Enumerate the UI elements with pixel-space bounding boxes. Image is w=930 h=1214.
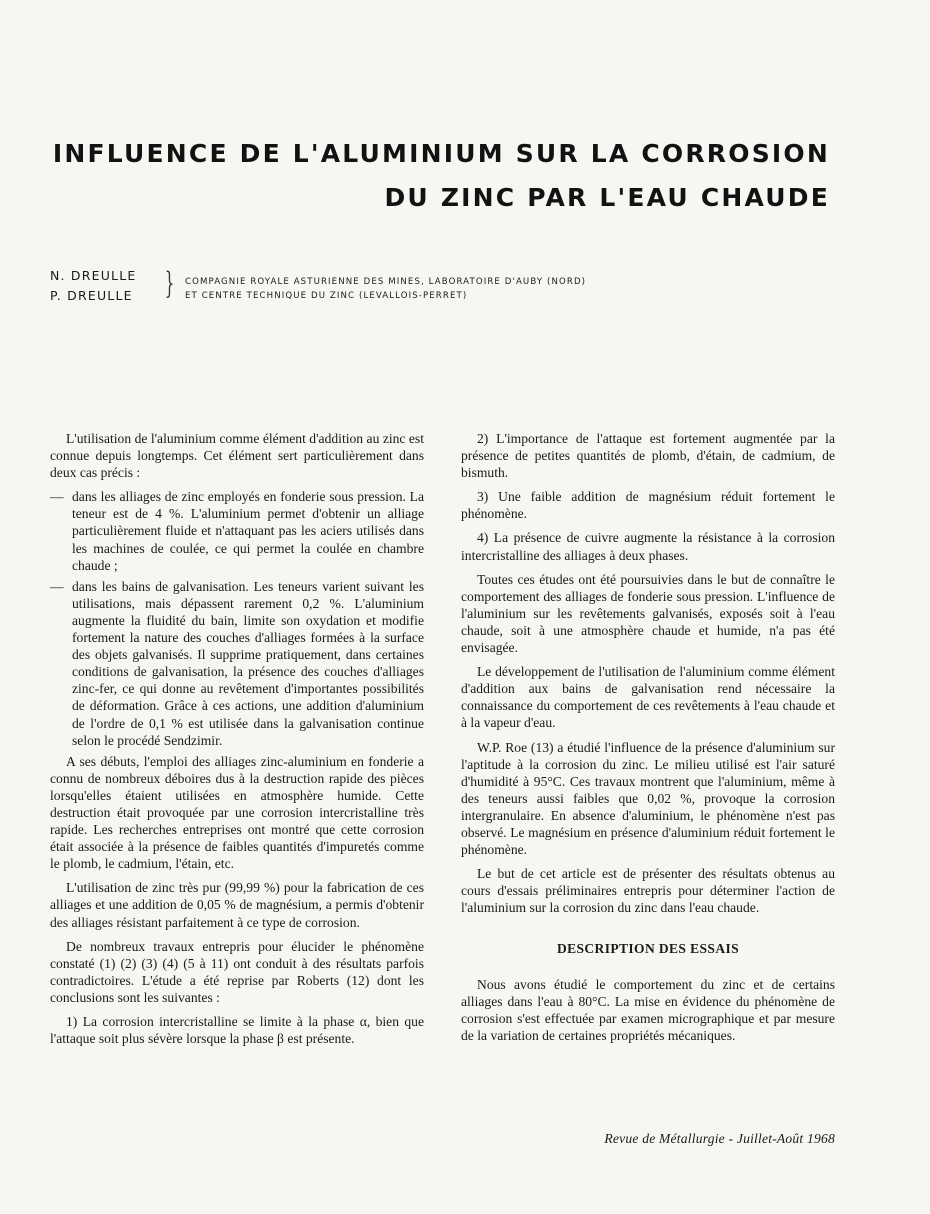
article-title (53, 132, 830, 220)
list-item (50, 488, 424, 573)
affiliation (185, 275, 586, 303)
paragraph: Toutes ces études ont été poursuivies dans le but de connaître le comportement des alliages de fonderie sous pression. L'influence de l'aluminium sur les revêtements galvanisés, exposés soit à l'eau chaude, soit à une atmosphère chaude et humide, n'a pas été envisagée. (461, 571, 835, 656)
author-name: P. DREULLE (50, 288, 133, 303)
dash-marker: — (50, 489, 64, 505)
paragraph: A ses débuts, l'emploi des alliages zinc-aluminium en fonderie a connu de nombreux déboires dus à la destruction rapide des pièces lorsqu'elles étaient utilisées en atmosphère humide. Cette destruction était provoquée par une corrosion intercristalline très rapide. Les recherches entreprises ont montré que cette corrosion était associée à la présence de faibles quantités d'impuretés comme le plomb, le cadmium, l'étain, etc. (50, 753, 424, 872)
list-item (50, 578, 424, 749)
journal-footer: Revue de Métallurgie - Juillet-Août 1968 (604, 1131, 835, 1146)
list-item-text: dans les alliages de zinc employés en fonderie sous pression. La teneur est de 4 %. L'aluminium permet d'obtenir un alliage particulièrement fluide et n'attaquant pas les aciers utilisés dans les machines de coulée, ce qui permet la coulée en chambre chaude ; (72, 489, 424, 573)
paragraph: W.P. Roe (13) a étudié l'influence de la présence d'aluminium sur l'aptitude à la corrosion du zinc. Le milieu utilisé est l'air saturé d'humidité à 95°C. Ces travaux montrent que l'aluminium, même à des teneurs aussi faibles que 0,02 %, provoque la corrosion intergranulaire. En absence d'aluminium, le phénomène n'est pas observé. Le magnésium en présence d'aluminium réduit fortement le phénomène. (461, 739, 835, 858)
paragraph: Nous avons étudié le comportement du zinc et de certains alliages dans l'eau à 80°C. La mise en évidence du phénomène de corrosion s'est effectuée par examen micrographique et par mesure de la variation de certaines propriétés mécaniques. (461, 976, 835, 1043)
paragraph: Le développement de l'utilisation de l'aluminium comme élément d'addition aux bains de galvanisation rend nécessaire la connaissance du comportement de ces revêtements à l'eau chaude et à la vapeur d'eau. (461, 664, 835, 731)
title-line-1: INFLUENCE DE L'ALUMINIUM SUR LA CORROSION (52, 139, 830, 168)
right-column (461, 430, 835, 1051)
list-item-text: dans les bains de galvanisation. Les teneurs varient suivant les utilisations, mais dépassent rarement 0,2 %. L'aluminium augmente la fluidité du bain, limite son oxydation et modifie fortement la nature des couches d'alliages formées à la surface des objets galvanisés. Il supprime pratiquement, dans certaines conditions de galvanisation, la présence des couches d'alliages zinc-fer, ce qui donne au revêtement d'importantes possibilités de déformation. Grâce à ces actions, une addition d'aluminium de l'ordre de 0,1 % est utilisée dans la galvanisation continue selon le procédé Sendzimir. (72, 578, 424, 748)
section-heading: DESCRIPTION DES ESSAIS (556, 941, 740, 957)
paragraph: 1) La corrosion intercristalline se limite à la phase α, bien que l'attaque soit plus sévère lorsque la phase β est présente. (50, 1014, 424, 1047)
paragraph: 2) L'importance de l'attaque est fortement augmentée par la présence de petites quantités de plomb, d'étain, de cadmium, de bismuth. (461, 431, 835, 481)
paragraph: 4) La présence de cuivre augmente la résistance à la corrosion intercristalline des alliages à deux phases. (461, 530, 835, 563)
dash-marker: — (50, 578, 64, 594)
paragraph: 3) Une faible addition de magnésium réduit fortement le phénomène. (461, 489, 835, 522)
paragraph: L'utilisation de zinc très pur (99,99 %) pour la fabrication de ces alliages et une addition de 0,05 % de magnésium, a permis d'obtenir des alliages résistant parfaitement à ce type de corrosion. (50, 880, 424, 930)
affiliation-line-1: COMPAGNIE ROYALE ASTURIENNE DES MINES, LABORATOIRE D'AUBY (NORD) (185, 277, 587, 287)
left-column (50, 430, 424, 1054)
author-list (50, 266, 136, 306)
title-line-2: DU ZINC PAR L'EAU CHAUDE (384, 183, 830, 212)
author-name: N. DREULLE (50, 268, 137, 283)
brace-decoration: } (164, 266, 175, 301)
paragraph: L'utilisation de l'aluminium comme élément d'addition au zinc est connue depuis longtemps. Cet élément sert particulièrement dans deux cas précis : (50, 431, 424, 481)
affiliation-line-2: ET CENTRE TECHNIQUE DU ZINC (LEVALLOIS-PERRET) (185, 291, 468, 301)
paragraph: De nombreux travaux entrepris pour élucider le phénomène constaté (1) (2) (3) (4) (5 à 11) ont conduit à des résultats parfois contradictoires. L'étude a été reprise par Roberts (12) dont les conclusions sont les suivantes : (50, 938, 424, 1005)
paragraph: Le but de cet article est de présenter des résultats obtenus au cours d'essais préliminaires entrepris pour déterminer l'action de l'aluminium sur la corrosion du zinc dans l'eau chaude. (461, 866, 835, 916)
